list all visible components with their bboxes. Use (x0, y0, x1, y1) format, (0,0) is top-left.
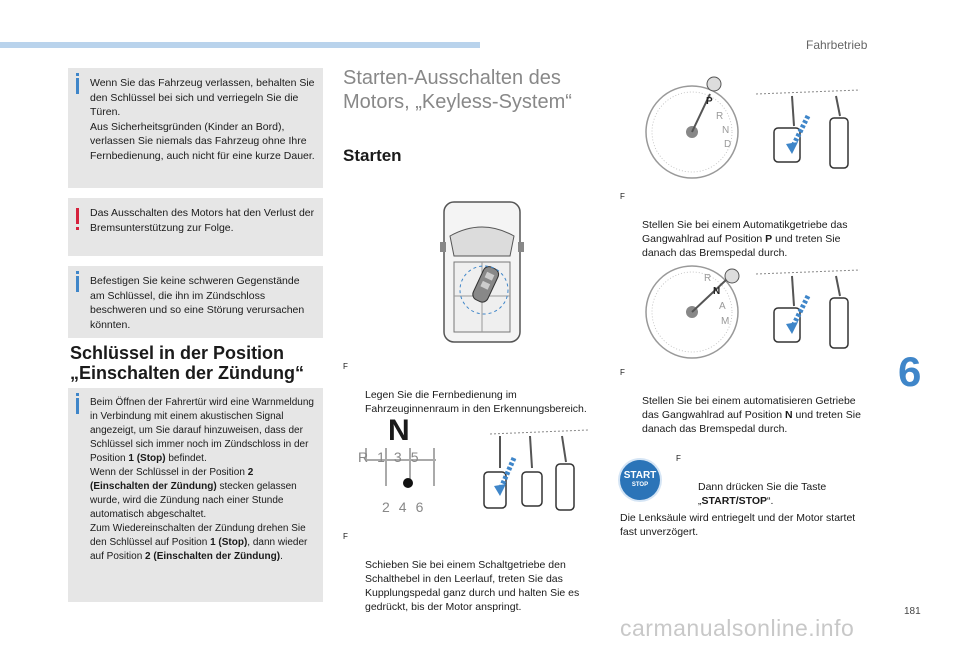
step-5-text: Dann drücken Sie die Taste „START/STOP“. (698, 481, 827, 507)
bullet-icon: F (343, 362, 348, 371)
step-4-text: Stellen Sie bei einem automatisieren Getriebe das Gangwahlrad auf Position N und treten Sie danach das Bremspedal durch. (642, 395, 861, 435)
header-bar (0, 42, 480, 48)
info-note-3-text: Beim Öffnen der Fahrertür wird eine Warnmeldung in Verbindung mit einem akustischen Signal angezeigt, um Sie darauf hinzuweisen, dass der Schlüssel sich immer noch im Zündschloss in der Position 1 (Stop) befindet. Wenn der Schlüssel in der Position 2 (Einschalten der Zündung) stecken gelassen wurde, wird die Zündung nach einer Stunde automatisch abgeschaltet. Zum Wiedereinschalten der Zündung drehen Sie den Schlüssel auf Position 1 (Stop), dann wieder auf Position 2 (Einschalten der Zündung). (90, 397, 314, 562)
info-note-3 (68, 388, 323, 602)
bullet-icon: F (620, 368, 625, 377)
bullet-icon: F (620, 192, 625, 201)
info-icon (76, 398, 79, 414)
gear-row-top: R135 (358, 449, 428, 465)
dial-2-a: A (719, 301, 726, 312)
section-title: Fahrbetrieb (806, 38, 868, 52)
info-note-1 (68, 68, 323, 188)
info-icon (76, 78, 79, 94)
gear-neutral-label: N (388, 414, 410, 447)
warning-note-text: Das Ausschalten des Motors hat den Verlust der Bremsunterstützung zur Folge. (90, 207, 315, 234)
pedals-illustration-auto-1 (752, 86, 862, 176)
dial-1-n: N (722, 125, 730, 136)
dial-1-p: P (706, 96, 713, 107)
chapter-number: 6 (898, 348, 922, 395)
pedals-illustration-manual (470, 428, 590, 518)
final-note: Die Lenksäule wird entriegelt und der Motor startet fast unverzögert. (620, 512, 856, 538)
info-note-2-text: Befestigen Sie keine schweren Gegenstände am Schlüssel, die ihn im Zündschloss beschweren und so eine Störung verursachen könnten. (90, 275, 305, 331)
bullet-icon: F (676, 454, 681, 463)
watermark: carmanualsonline.info (620, 615, 855, 641)
warning-note (68, 198, 323, 256)
subtitle-starten: Starten (343, 146, 402, 165)
step-2 (343, 530, 603, 628)
info-note-2 (68, 266, 323, 338)
start-stop-button-icon: START STOP (620, 460, 660, 500)
page-title: Starten-Ausschalten des Motors, „Keyless-System“ (343, 67, 572, 113)
step-1-text: Legen Sie die Fernbedienung im Fahrzeuginnenraum in den Erkennungsbereich. (365, 389, 587, 415)
bullet-icon: F (343, 532, 348, 541)
dial-2-m: M (721, 316, 730, 327)
info-icon (76, 276, 79, 292)
dial-1-r: R (716, 111, 724, 122)
heading-key-position: Schlüssel in der Position „Einschalten der Zündung“ (70, 343, 305, 383)
automated-gear-dial (636, 256, 748, 360)
automatic-gear-dial (636, 76, 748, 180)
dial-2-r: R (704, 273, 712, 284)
car-top-view-illustration (440, 196, 524, 346)
gear-row-bottom: 246 (382, 499, 433, 515)
warning-icon (76, 208, 79, 224)
page-number: 181 (904, 606, 921, 617)
step-4 (620, 366, 868, 450)
step-2-text: Schieben Sie bei einem Schaltgetriebe den Schalthebel in den Leerlauf, treten Sie das Kupplungspedal ganz durch und halten Sie es gedrückt, bis der Motor anspringt. (365, 559, 580, 613)
dial-1-d: D (724, 139, 732, 150)
dial-2-n: N (713, 286, 721, 297)
step-3-text: Stellen Sie bei einem Automatikgetriebe das Gangwahlrad auf Position P und treten Sie danach das Bremspedal durch. (642, 219, 848, 259)
pedals-illustration-auto-2 (752, 266, 862, 356)
info-note-1-text: Wenn Sie das Fahrzeug verlassen, behalten Sie den Schlüssel bei sich und verriegeln Sie die Türen. Aus Sicherheitsgründen (Kinder an Bord), verlassen Sie niemals das Fahrzeug ohne Ihre Fernbedienung, auch nicht für eine kurze Dauer. (90, 77, 315, 162)
